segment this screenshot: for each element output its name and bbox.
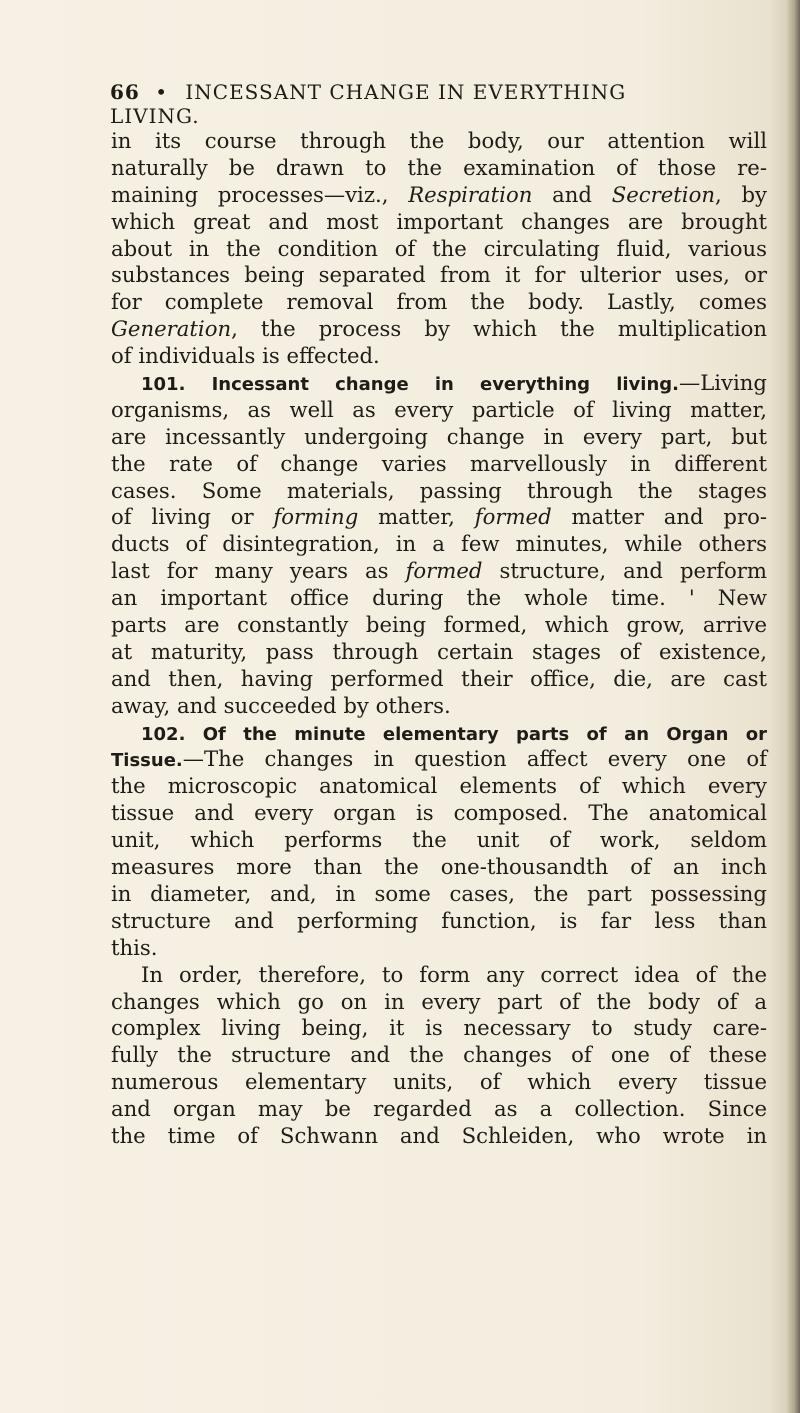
body-text bbox=[111, 128, 767, 1150]
text-line: parts are constantly being formed, which grow, arrive bbox=[111, 612, 767, 638]
text-line: for complete removal from the body. Lastly, comes bbox=[111, 289, 767, 315]
text-line: the microscopic anatomical elements of which every bbox=[111, 773, 767, 799]
header-separator: • bbox=[155, 80, 168, 104]
text-line: the rate of change varies marvellously in different bbox=[111, 450, 767, 476]
text-line: the time of Schwann and Schleiden, who wrote in bbox=[111, 1122, 767, 1148]
text-line: In order, therefore, to form any correct idea of the bbox=[141, 961, 767, 987]
text-line: are incessantly undergoing change in every part, but bbox=[111, 423, 767, 449]
text-line: changes which go on in every part of the body of a bbox=[111, 988, 767, 1014]
section-101-first-line: 101. Incessant change in everything living.—Living bbox=[141, 370, 767, 396]
running-title: INCESSANT CHANGE IN EVERYTHING LIVING. bbox=[110, 80, 627, 128]
text-line: structure and performing function, is far less than bbox=[111, 907, 767, 933]
running-header bbox=[110, 80, 710, 128]
text-line: ducts of disintegration, in a few minutes, while others bbox=[111, 531, 767, 557]
text-line: substances being separated from it for ulterior uses, or bbox=[111, 262, 767, 288]
page-edge-shadow bbox=[786, 0, 800, 1413]
text-line: away, and succeeded by others. bbox=[111, 692, 451, 718]
text-line: maining processes—viz., Respiration and Secretion, by bbox=[111, 181, 767, 207]
section-102-heading: 102. Of the minute elementary parts of an Organ or bbox=[141, 723, 767, 745]
text-line: in diameter, and, in some cases, the part possessing bbox=[111, 880, 767, 906]
text-line: tissue and every organ is composed. The anatomical bbox=[111, 800, 767, 826]
text-line: which great and most important changes are brought bbox=[111, 208, 767, 234]
text-line: about in the condition of the circulating fluid, various bbox=[111, 235, 767, 261]
text-line: of living or forming matter, formed matter and pro- bbox=[111, 504, 767, 530]
text-line: at maturity, pass through certain stages of existence, bbox=[111, 638, 767, 664]
text-line: and organ may be regarded as a collection. Since bbox=[111, 1096, 767, 1122]
text-line: naturally be drawn to the examination of those re- bbox=[111, 154, 767, 180]
text-line: and then, having performed their office, die, are cast bbox=[111, 665, 767, 691]
text-line: this. bbox=[111, 934, 158, 960]
text-line: unit, which performs the unit of work, seldom bbox=[111, 827, 767, 853]
text-line: organisms, as well as every particle of living matter, bbox=[111, 396, 767, 422]
text-line: in its course through the body, our attention will bbox=[111, 128, 767, 153]
section-101-heading: 101. Incessant change in everything living. bbox=[141, 374, 679, 396]
text-line: an important office during the whole time. ' New bbox=[111, 585, 767, 611]
text-line: numerous elementary units, of which every tissue bbox=[111, 1069, 767, 1095]
page-number: 66 bbox=[110, 80, 140, 104]
text-line: Generation, the process by which the multiplication bbox=[111, 316, 767, 342]
text-line: last for many years as formed structure, and perform bbox=[111, 558, 767, 584]
text-line: of individuals is effected. bbox=[111, 343, 380, 369]
text-line: fully the structure and the changes of one of these bbox=[111, 1042, 767, 1068]
text-line: complex living being, it is necessary to study care- bbox=[111, 1015, 767, 1041]
text-line: measures more than the one-thousandth of an inch bbox=[111, 854, 767, 880]
section-102-first-line: Tissue.—The changes in question affect every one of bbox=[111, 746, 767, 772]
text-line: cases. Some materials, passing through the stages bbox=[111, 477, 767, 503]
